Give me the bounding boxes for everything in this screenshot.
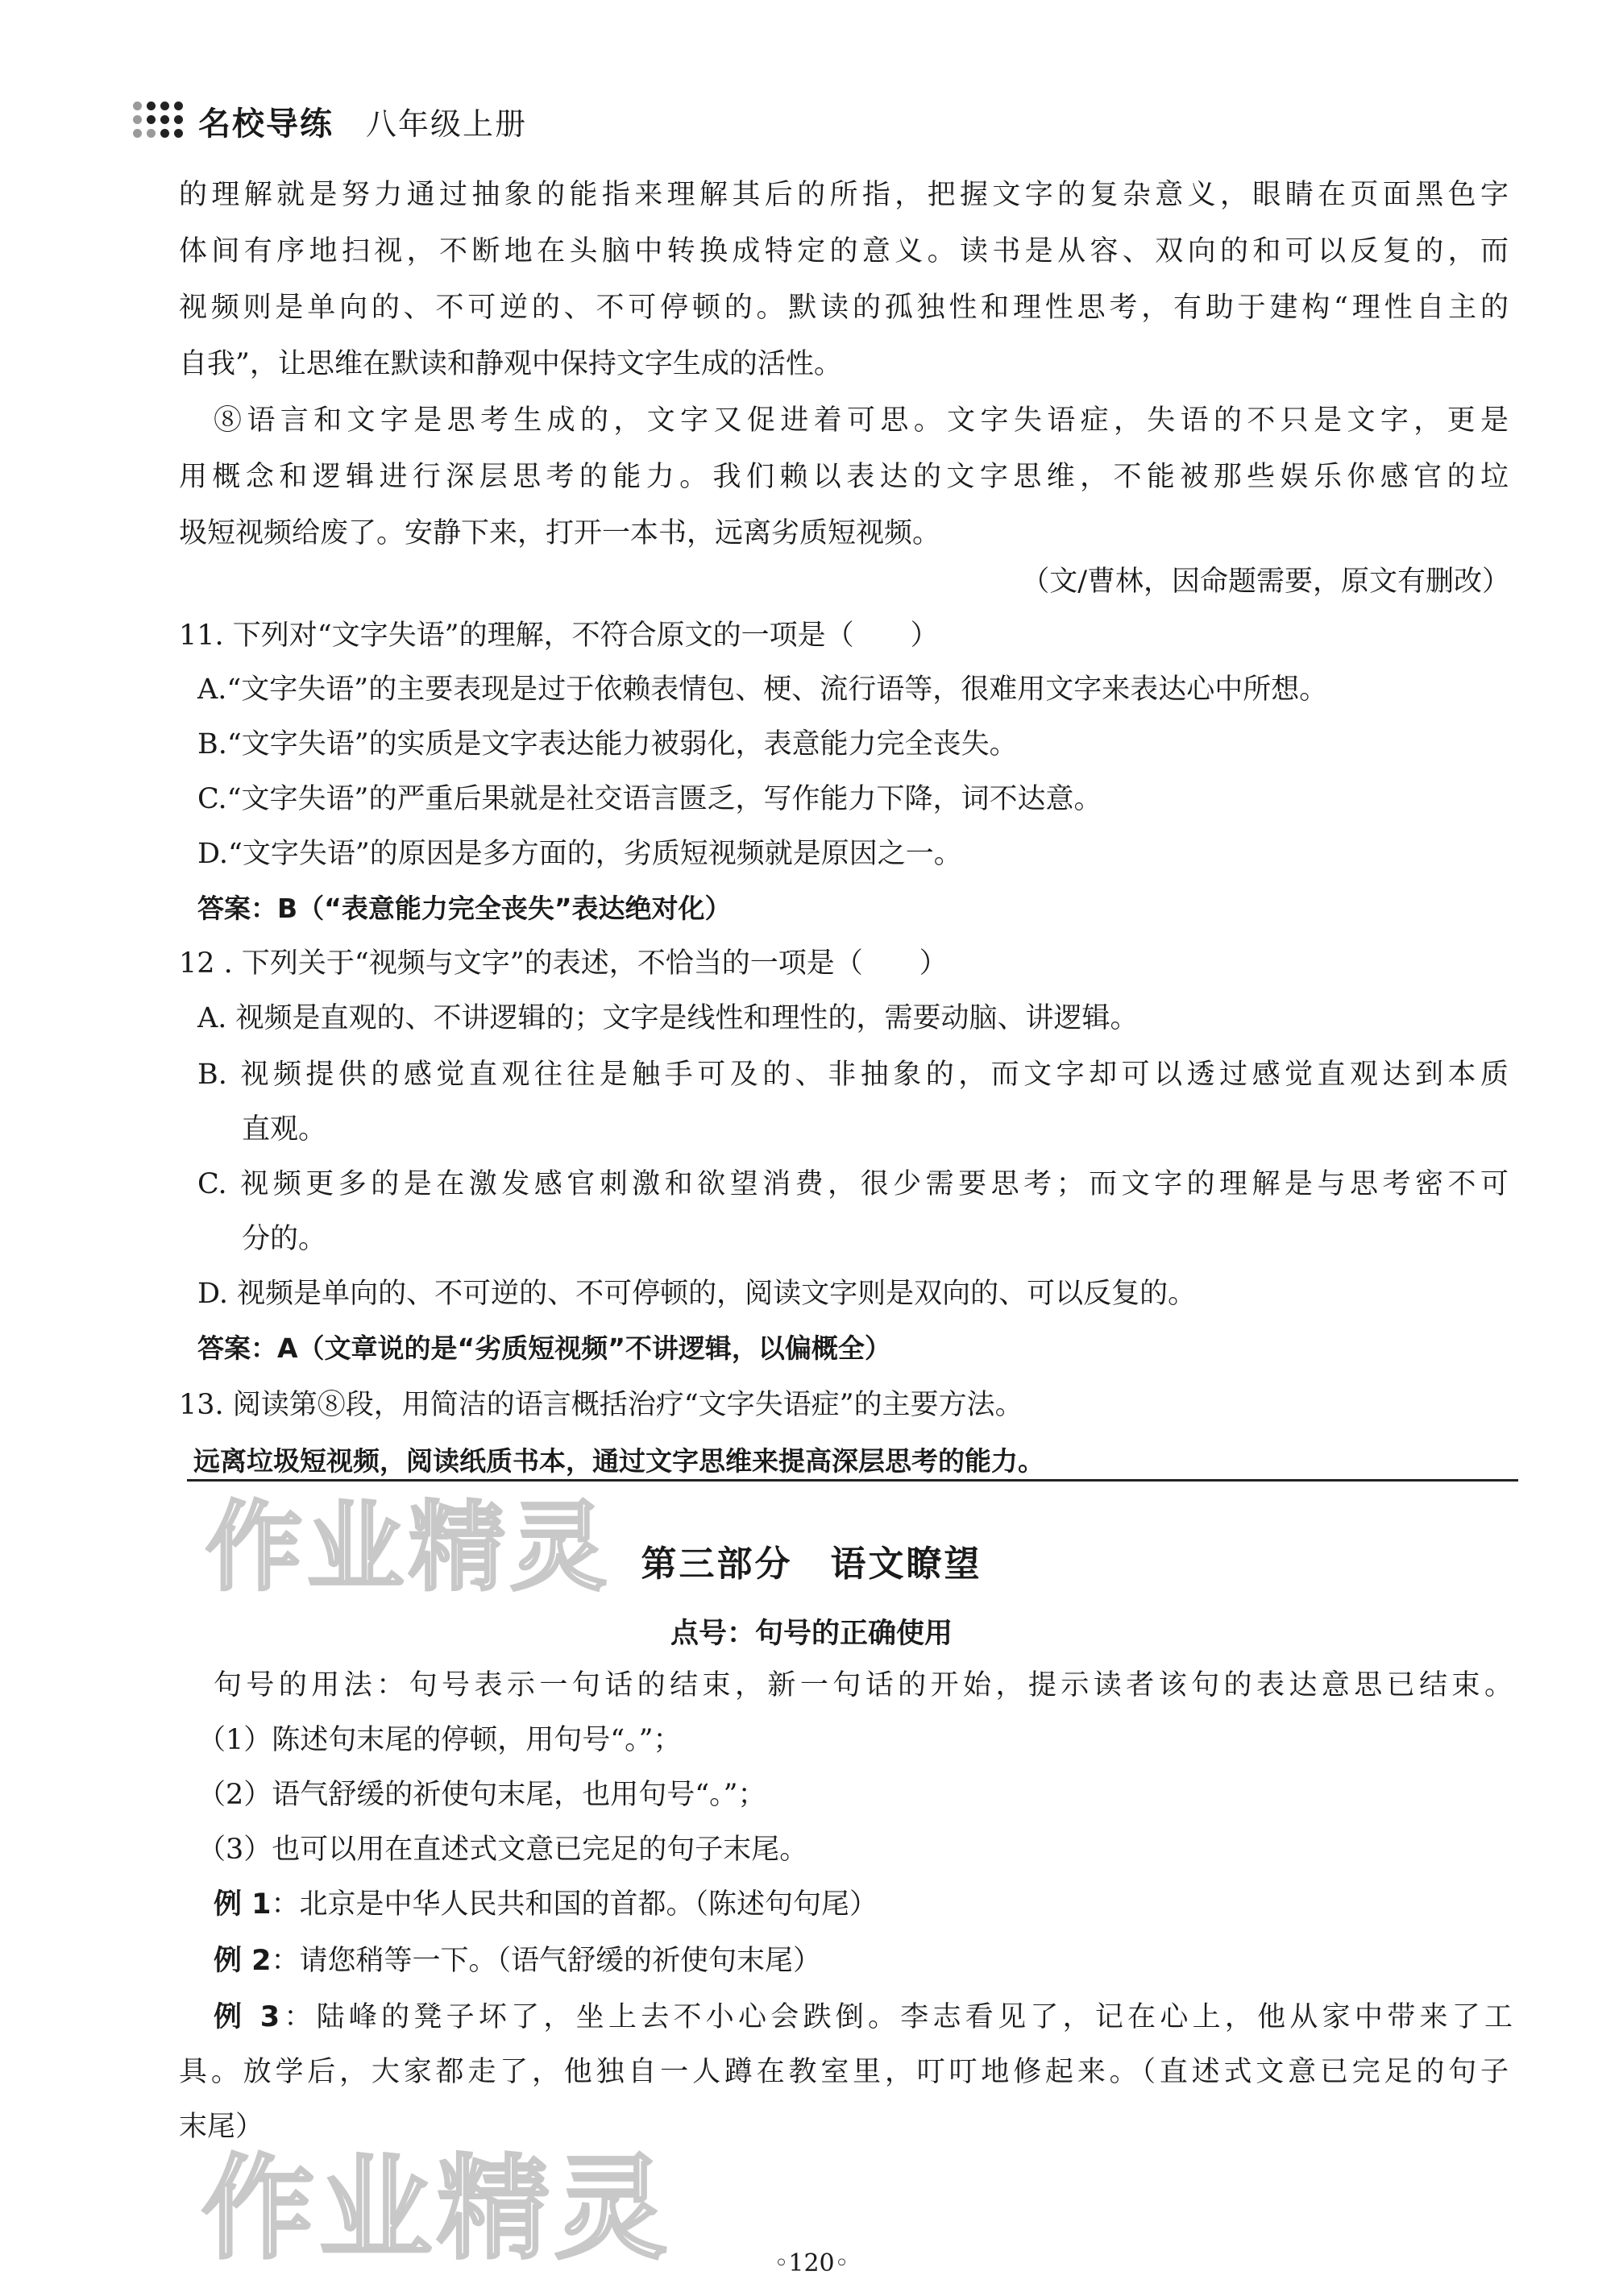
example-3-cont: 具。放学后，大家都走了，他独自一人蹲在教室里，叮叮地修起来。（直述式文意已完足的句子 <box>179 2056 1509 2088</box>
rule-item: （2）语气舒缓的祈使句末尾，也用句号“。”； <box>197 1779 766 1811</box>
example-1-label: 例 1 <box>214 1888 272 1921</box>
watermark: 作业精灵 <box>205 1492 612 1604</box>
question-12-option-b: B. 视频提供的感觉直观往往是触手可及的、非抽象的，而文字却可以透过感觉直观达到本质 <box>197 1059 1509 1091</box>
question-11-answer: 答案：B（“表意能力完全丧失”表达绝对化） <box>197 893 732 924</box>
book-grade: 八年级上册 <box>366 106 528 142</box>
question-12-option-c: C. 视频更多的是在激发感官刺激和欲望消费，很少需要思考；而文字的理解是与思考密不可 <box>197 1168 1509 1200</box>
example-2-label: 例 2 <box>214 1945 272 1977</box>
question-12-stem: 12 . 下列关于“视频与文字”的表述，不恰当的一项是（ ） <box>179 947 948 980</box>
question-11-option-b: B.“文字失语”的实质是文字表达能力被弱化，表意能力完全丧失。 <box>197 728 1018 760</box>
rule-item: （3）也可以用在直述式文意已完足的句子末尾。 <box>197 1834 808 1866</box>
question-12-option-c-cont: 分的。 <box>242 1223 327 1255</box>
question-12-option-b-cont: 直观。 <box>242 1113 327 1146</box>
passage-line: 视频则是单向的、不可逆的、不可停顿的。默读的孤独性和理性思考，有助于建构“理性自主的 <box>179 292 1509 324</box>
example-1-text: ：北京是中华人民共和国的首都。（陈述句句尾） <box>271 1888 878 1921</box>
example-3-text: ：陆峰的凳子坏了，坐上去不小心会跌倒。李志看见了，记在心上，他从家中带来了工 <box>280 2001 1513 2033</box>
question-11-option-d: D.“文字失语”的原因是多方面的，劣质短视频就是原因之一。 <box>197 838 962 870</box>
example-3-label: 例 3 <box>214 2001 280 2033</box>
question-12-option-a: A. 视频是直观的、不讲逻辑的；文字是线性和理性的，需要动脑、讲逻辑。 <box>197 1002 1139 1034</box>
question-11-option-c: C.“文字失语”的严重后果就是社交语言匮乏，写作能力下降，词不达意。 <box>197 783 1102 815</box>
question-12-option-d: D. 视频是单向的、不可逆的、不可停顿的，阅读文字则是双向的、可以反复的。 <box>197 1278 1197 1310</box>
passage-line: 的理解就是努力通过抽象的能指来理解其后的所指，把握文字的复杂意义，眼睛在页面黑色字 <box>179 179 1509 211</box>
passage-line: ⑧语言和文字是思考生成的，文字又促进着可思。文字失语症，失语的不只是文字，更是 <box>214 404 1509 437</box>
book-title: 名校导练 <box>198 105 334 143</box>
part3-subtitle: 点号：句号的正确使用 <box>670 1618 953 1650</box>
example-3 <box>214 1998 1513 2037</box>
question-12-answer: 答案：A（文章说的是“劣质短视频”不讲逻辑，以偏概全） <box>197 1332 891 1364</box>
passage-source: （文/曹林，因命题需要，原文有删改） <box>1021 566 1510 598</box>
question-13-answer: 远离垃圾短视频，阅读纸质书本，通过文字思维来提高深层思考的能力。 <box>193 1445 1044 1477</box>
passage-line: 圾短视频给废了。安静下来，打开一本书，远离劣质短视频。 <box>179 517 941 549</box>
part3-title: 第三部分 语文瞭望 <box>641 1544 982 1585</box>
dots-logo-icon <box>133 102 185 140</box>
watermark: 作业精灵 <box>201 2144 673 2275</box>
example-1 <box>214 1885 878 1924</box>
passage-line: 自我”，让思维在默读和静观中保持文字生成的活性。 <box>179 348 842 380</box>
passage-line: 体间有序地扫视，不断地在头脑中转换成特定的意义。读书是从容、双向的和可以反复的，而 <box>179 235 1509 267</box>
rule-item: （1）陈述句末尾的停顿，用句号“。”； <box>197 1724 682 1756</box>
question-13-stem: 13. 阅读第⑧段，用简洁的语言概括治疗“文字失语症”的主要方法。 <box>179 1389 1023 1421</box>
example-3-cont: 末尾） <box>179 2111 264 2143</box>
passage-line: 用概念和逻辑进行深层思考的能力。我们赖以表达的文字思维，不能被那些娱乐你感官的垃 <box>179 461 1509 493</box>
question-11-option-a: A.“文字失语”的主要表现是过于依赖表情包、梗、流行语等，很难用文字来表达心中所想。 <box>197 673 1328 706</box>
page-header <box>133 95 527 147</box>
page-number: ◦120◦ <box>774 2249 849 2277</box>
question-11-stem: 11. 下列对“文字失语”的理解，不符合原文的一项是（ ） <box>179 620 939 652</box>
example-2-text: ：请您稍等一下。（语气舒缓的祈使句末尾） <box>271 1945 822 1977</box>
part3-intro: 句号的用法：句号表示一句话的结束，新一句话的开始，提示读者该句的表达意思已结束。 <box>214 1669 1513 1701</box>
example-2 <box>214 1942 821 1980</box>
